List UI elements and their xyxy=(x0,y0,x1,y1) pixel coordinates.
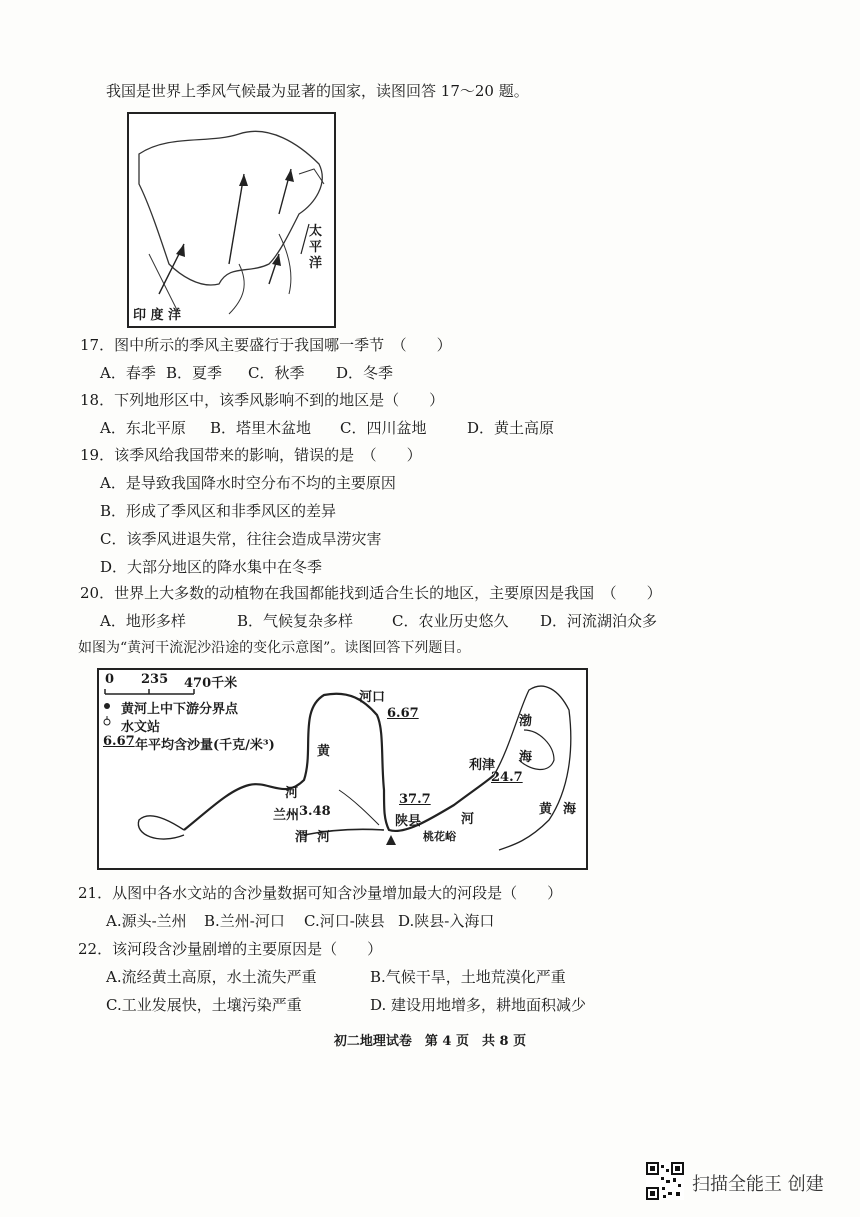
q17-option-a[interactable]: A．春季 xyxy=(100,364,156,382)
q18-option-a[interactable]: A．东北平原 xyxy=(100,419,186,437)
q19-option-d[interactable]: D．大部分地区的降水集中在冬季 xyxy=(100,558,323,576)
q21-option-c[interactable]: C.河口-陕县 xyxy=(304,912,385,930)
river-wei: 渭 xyxy=(295,830,309,845)
q19-option-c[interactable]: C．该季风进退失常，往往会造成旱涝灾害 xyxy=(100,530,382,548)
legend-station: 水文站 xyxy=(121,720,161,735)
scanner-watermark: 扫描全能王 创建 xyxy=(692,1174,824,1195)
legend-sediment: 年平均含沙量(千克/米³) xyxy=(135,738,275,753)
scale-235: 235 xyxy=(141,672,169,687)
q18-option-d[interactable]: D．黄土高原 xyxy=(467,419,555,437)
q19-option-a[interactable]: A．是导致我国降水时空分布不均的主要原因 xyxy=(100,474,396,492)
qr-code-icon xyxy=(646,1162,684,1200)
legend-sample-value: 6.67 xyxy=(103,734,135,749)
taohuayu-label: 桃花峪 xyxy=(423,830,456,843)
q17-option-d[interactable]: D．冬季 xyxy=(336,364,394,382)
q18-option-c[interactable]: C．四川盆地 xyxy=(340,419,427,437)
lanzhou-value: 3.48 xyxy=(299,804,331,819)
huanghai-1: 黄 xyxy=(539,802,553,817)
q20-option-c[interactable]: C．农业历史悠久 xyxy=(392,612,509,630)
river-he-2: 河 xyxy=(317,830,331,845)
scale-0: 0 xyxy=(105,672,115,687)
shanxian-label: 陕县 xyxy=(395,814,422,829)
lijin-value: 24.7 xyxy=(491,770,523,785)
q20-option-d[interactable]: D．河流湖泊众多 xyxy=(540,612,658,630)
q20-option-a[interactable]: A．地形多样 xyxy=(100,612,186,630)
lanzhou-label: 兰州 xyxy=(273,808,300,823)
river-huang: 黄 xyxy=(317,744,331,759)
monsoon-map xyxy=(127,112,336,328)
lijin-label: 利津 xyxy=(469,758,496,773)
yellow-river-map xyxy=(97,668,588,870)
q17-option-b[interactable]: B．夏季 xyxy=(166,364,223,382)
intro-text-1: 我国是世界上季风气候最为显著的国家，读图回答 17～20 题。 xyxy=(106,82,529,100)
q22-option-a[interactable]: A.流经黄土高原，水土流失严重 xyxy=(106,968,317,986)
q20-option-b[interactable]: B．气候复杂多样 xyxy=(237,612,354,630)
indian-ocean-label: 印 度 洋 xyxy=(133,308,182,323)
bohai-1: 渤 xyxy=(519,714,533,729)
shanxian-value: 37.7 xyxy=(399,792,431,807)
huanghai-2: 海 xyxy=(563,802,577,817)
q19-option-b[interactable]: B．形成了季风区和非季风区的差异 xyxy=(100,502,337,520)
river-he-3: 河 xyxy=(461,812,475,827)
bohai-2: 海 xyxy=(519,750,533,765)
q21-option-b[interactable]: B.兰州-河口 xyxy=(204,912,285,930)
hekou-label: 河口 xyxy=(359,690,386,705)
q21-option-d[interactable]: D.陕县-入海口 xyxy=(398,912,495,930)
page-footer: 初二地理试卷 第 4 页 共 8 页 xyxy=(333,1034,527,1049)
q22-option-c[interactable]: C.工业发展快，土壤污染严重 xyxy=(106,996,302,1014)
monsoon-map-drawing xyxy=(129,114,334,326)
pacific-ocean-label: 太 平 洋 xyxy=(309,224,323,271)
q18-option-b[interactable]: B．塔里木盆地 xyxy=(210,419,312,437)
legend-boundary: 黄河上中下游分界点 xyxy=(121,702,239,717)
q22-option-b[interactable]: B.气候干旱，土地荒漠化严重 xyxy=(370,968,566,986)
river-he-1: 河 xyxy=(285,786,299,801)
q17-option-c[interactable]: C．秋季 xyxy=(248,364,305,382)
hekou-value: 6.67 xyxy=(387,706,419,721)
scale-470: 470千米 xyxy=(184,676,238,691)
q21-option-a[interactable]: A.源头-兰州 xyxy=(106,912,187,930)
q22-option-d[interactable]: D. 建设用地增多，耕地面积减少 xyxy=(370,996,587,1014)
intro-text-2: 如图为“黄河干流泥沙沿途的变化示意图”。读图回答下列题目。 xyxy=(78,640,471,656)
